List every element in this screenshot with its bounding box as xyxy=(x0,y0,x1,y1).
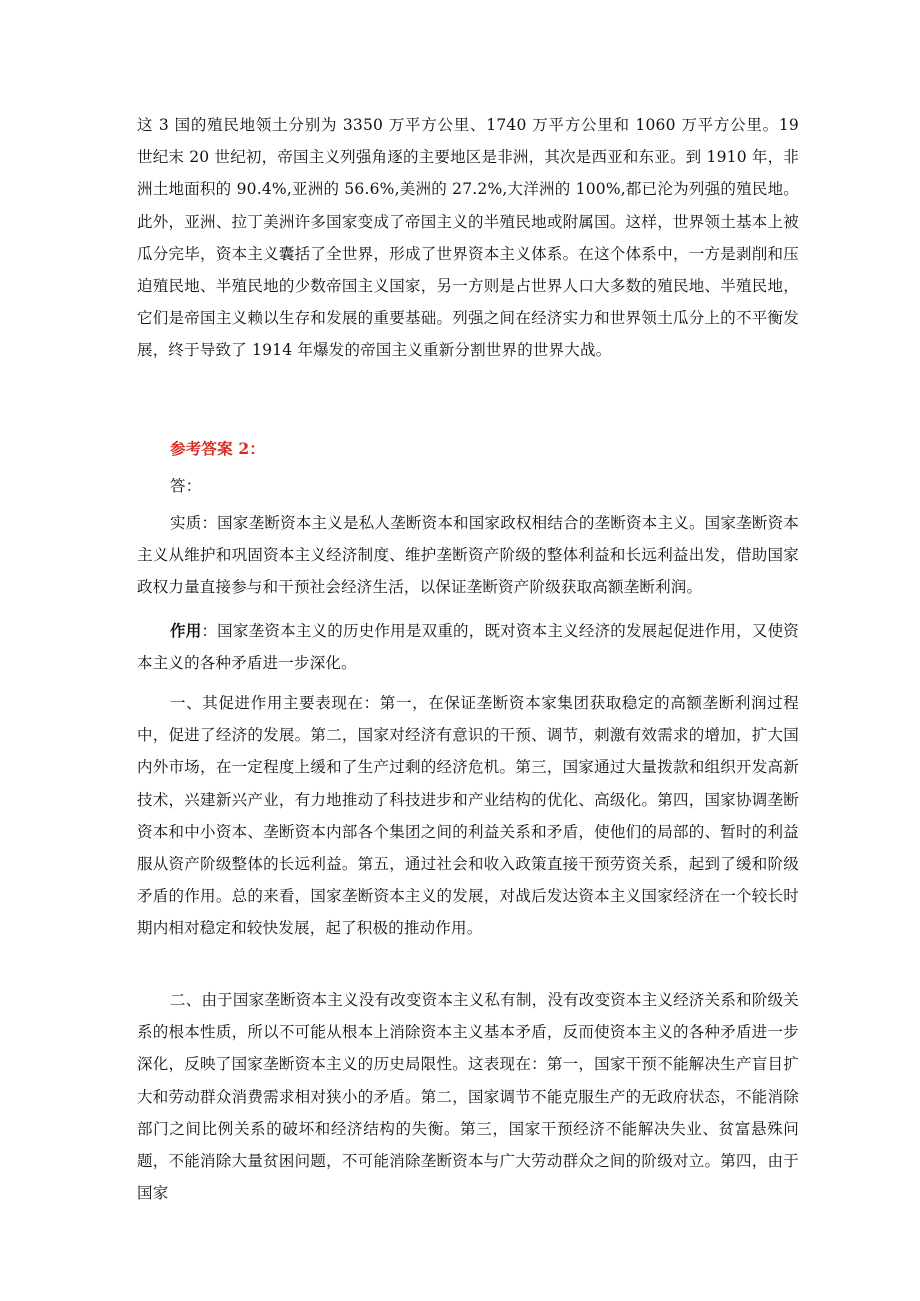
point-one-paragraph: 一、其促进作用主要表现在：第一，在保证垄断资本家集团获取稳定的高额垄断利润过程中，促进了经济的发展。第二，国家对经济有意识的干预、调节，刺激有效需求的增加，扩大国内外市场，在一定程度上缓和了生产过剩的经济危机。第三，国家通过大量拨款和组织开发高新技术，兴建新兴产业，有力地推动了科技进步和产业结构的优化、高级化。第四，国家协调垄断资本和中小资本、垄断资本内部各个集团之间的利益关系和矛盾，使他们的局部的、暂时的利益服从资产阶级整体的长远利益。第五，通过社会和收入政策直接干预劳资关系，起到了缓和阶级矛盾的作用。总的来看，国家垄断资本主义的发展，对战后发达资本主义国家经济在一个较长时期内相对稳定和较快发展，起了积极的推动作用。 xyxy=(137,694,799,938)
role-label: 作用 xyxy=(170,621,202,640)
answer-label: 答： xyxy=(170,477,202,495)
role-paragraph xyxy=(137,615,799,679)
essence-label: 实质 xyxy=(170,514,202,532)
essence-paragraph xyxy=(137,507,799,604)
role-text: ：国家垄资本主义的历史作用是双重的，既对资本主义经济的发展起促进作用，又使资本主义的各种矛盾进一步深化。 xyxy=(137,622,799,673)
answer-heading: 参考答案 2： xyxy=(170,439,266,458)
essence-text: ：国家垄断资本主义是私人垄断资本和国家政权相结合的垄断资本主义。国家垄断资本主义从维护和巩固资本主义经济制度、维护垄断资产阶级的整体利益和长远利益出发，借助国家政权力量直接参与和干预社会经济生活，以保证垄断资产阶级获取高额垄断利润。 xyxy=(137,514,799,597)
paragraph-continuation: 这 3 国的殖民地领土分别为 3350 万平方公里、1740 万平方公里和 1060 万平方公里。19 世纪末 20 世纪初，帝国主义列强角逐的主要地区是非洲，其次是西亚和东亚。到 1910 年，非洲土地面积的 90.4%,亚洲的 56.6%,美洲的 27.2%,大洋洲的 100%,都已沦为列强的殖民地。此外，亚洲、拉丁美洲许多国家变成了帝国主义的半殖民地或附属国。这样，世界领土基本上被瓜分完毕，资本主义囊括了全世界，形成了世界资本主义体系。在这个体系中，一方是剥削和压迫殖民地、半殖民地的少数帝国主义国家，另一方则是占世界人口大多数的殖民地、半殖民地，它们是帝国主义赖以生存和发展的重要基础。列强之间在经济实力和世界领土瓜分上的不平衡发展，终于导致了 1914 年爆发的帝国主义重新分割世界的世界大战。 xyxy=(137,116,799,360)
point-two-paragraph: 二、由于国家垄断资本主义没有改变资本主义私有制，没有改变资本主义经济关系和阶级关系的根本性质，所以不可能从根本上消除资本主义基本矛盾，反而使资本主义的各种矛盾进一步深化，反映了国家垄断资本主义的历史局限性。这表现在：第一，国家干预不能解决生产盲目扩大和劳动群众消费需求相对狭小的矛盾。第二，国家调节不能克服生产的无政府状态，不能消除部门之间比例关系的破坏和经济结构的失衡。第三，国家干预经济不能解决失业、贫富悬殊问题，不能消除大量贫困问题，不可能消除垄断资本与广大劳动群众之间的阶级对立。第四，由于国家 xyxy=(137,991,799,1203)
